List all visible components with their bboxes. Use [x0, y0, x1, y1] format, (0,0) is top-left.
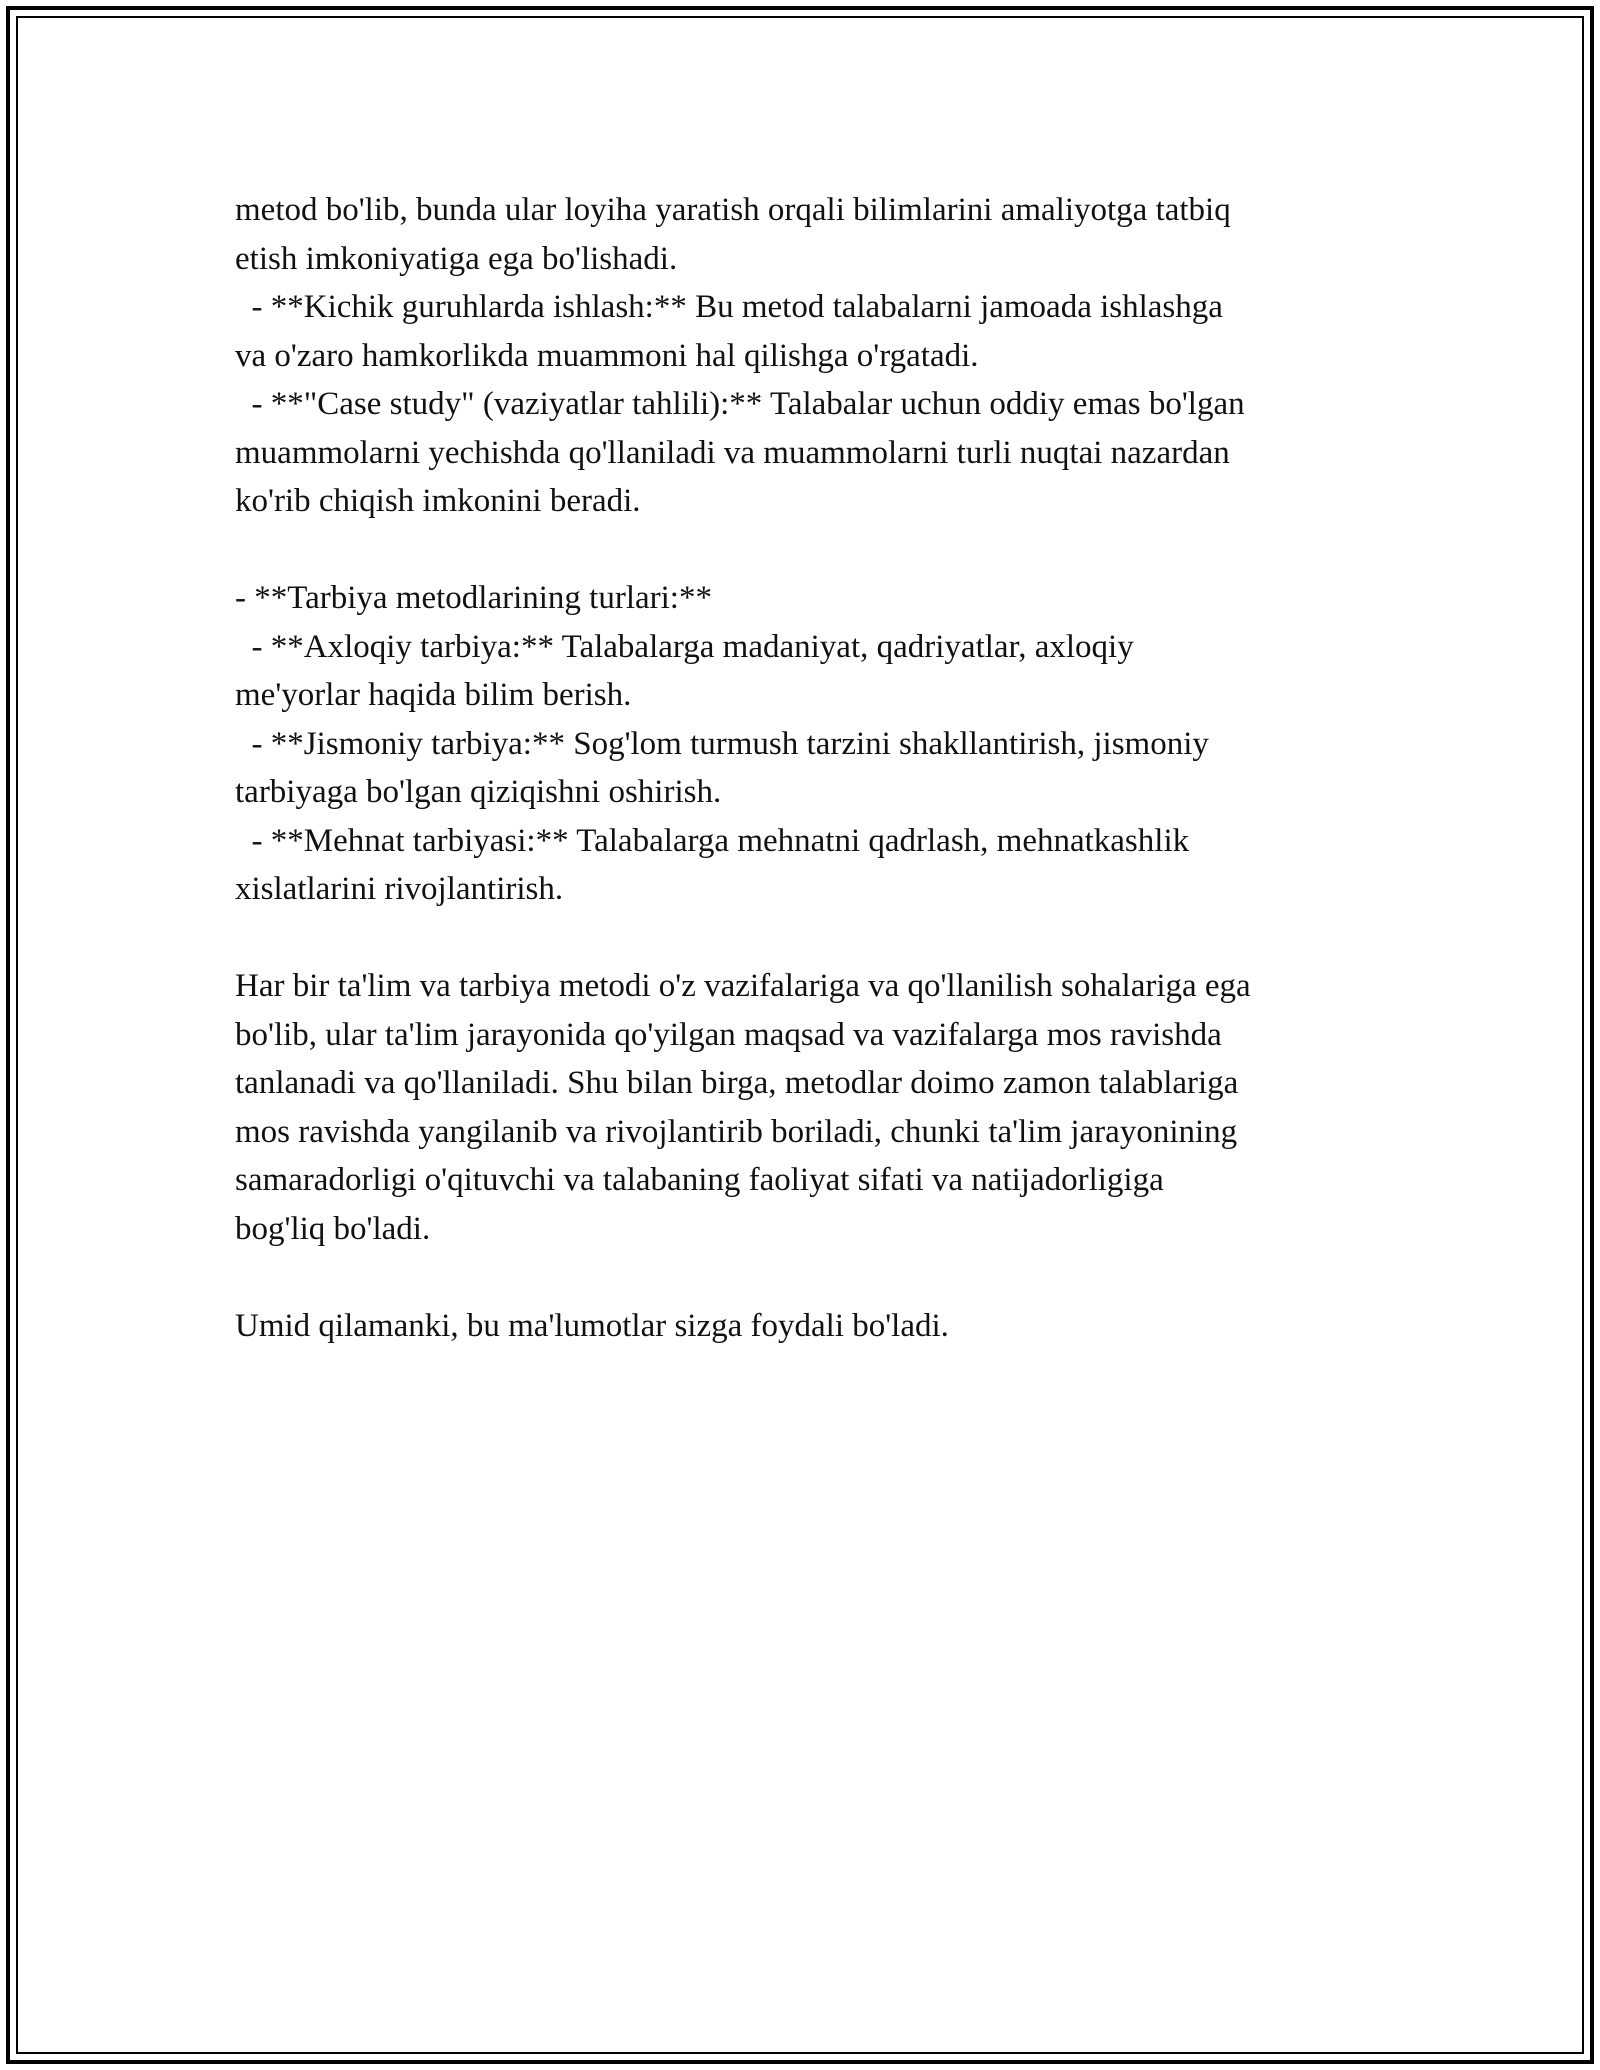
text-line: mos ravishda yangilanib va rivojlantirib boriladi, chunki ta'lim jarayonining	[235, 1113, 1238, 1150]
text-line: - **Jismoniy tarbiya:** Sog'lom turmush tarzini shakllantirish, jismoniy	[235, 725, 1209, 762]
text-line: xislatlarini rivojlantirish.	[235, 871, 564, 907]
text-line: - **Kichik guruhlarda ishlash:** Bu metod talabalarni jamoada ishlashga	[235, 289, 1223, 325]
text-line: tanlanadi va qo'llaniladi. Shu bilan birga, metodlar doimo zamon talablariga	[235, 1065, 1239, 1101]
text-line: ko'rib chiqish imkonini beradi.	[235, 483, 641, 519]
text-line: Umid qilamanki, bu ma'lumotlar sizga foydali bo'ladi.	[235, 1307, 949, 1344]
text-line: - **Mehnat tarbiyasi:** Talabalarga mehnatni qadrlash, mehnatkashlik	[235, 822, 1190, 859]
blank-line	[235, 1253, 1385, 1302]
text-line: va o'zaro hamkorlikda muammoni hal qilishga o'rgatadi.	[235, 337, 979, 374]
text-line: me'yorlar haqida bilim berish.	[235, 677, 632, 713]
text-line: - **Tarbiya metodlarining turlari:**	[235, 580, 712, 616]
document-body	[235, 186, 1385, 1350]
text-line: - **Axloqiy tarbiya:** Talabalarga madaniyat, qadriyatlar, axloqiy	[235, 628, 1134, 665]
text-line: Har bir ta'lim va tarbiya metodi o'z vazifalariga va qo'llanilish sohalariga ega	[235, 968, 1251, 1004]
text-line: metod bo'lib, bunda ular loyiha yaratish orqali bilimlarini amaliyotga tatbiq	[235, 192, 1231, 228]
blank-line	[235, 914, 1385, 963]
blank-line	[235, 526, 1385, 575]
text-line: - **"Case study" (vaziyatlar tahlili):** Talabalar uchun oddiy emas bo'lgan	[235, 386, 1245, 422]
text-line: muammolarni yechishda qo'llaniladi va muammolarni turli nuqtai nazardan	[235, 434, 1230, 471]
text-line: etish imkoniyatiga ega bo'lishadi.	[235, 240, 678, 277]
text-line: bog'liq bo'ladi.	[235, 1210, 431, 1247]
text-line: bo'lib, ular ta'lim jarayonida qo'yilgan maqsad va vazifalarga mos ravishda	[235, 1016, 1222, 1053]
text-line: tarbiyaga bo'lgan qiziqishni oshirish.	[235, 774, 722, 810]
text-line: samaradorligi o'qituvchi va talabaning faoliyat sifati va natijadorligiga	[235, 1162, 1164, 1198]
